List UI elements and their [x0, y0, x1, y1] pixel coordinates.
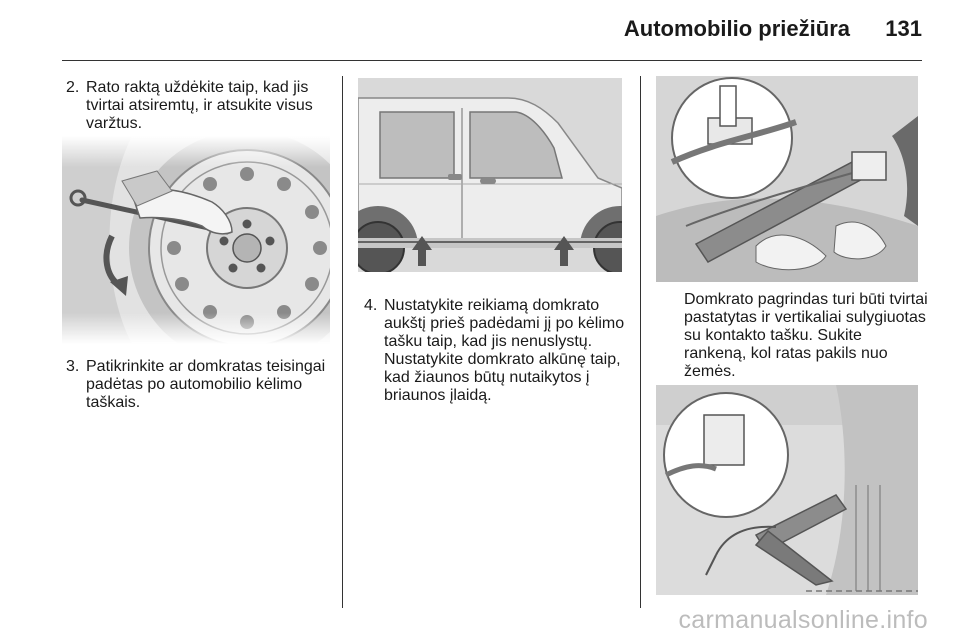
step-3-number: 3.	[66, 358, 80, 375]
step-2-number: 2.	[66, 79, 80, 96]
jack-head-illustration	[656, 76, 918, 282]
wheel-wrench-illustration	[62, 136, 330, 344]
site-watermark: carmanualsonline.info	[678, 606, 928, 634]
page-number: 131	[885, 16, 922, 41]
column-divider-right	[640, 76, 641, 608]
column-divider-left	[342, 76, 343, 608]
step-3	[66, 358, 334, 412]
jack-caption: Domkrato pagrindas turi būti tvirtai pastatytas ir vertikaliai sulygiuotas su kontakto tašku. Sukite rankeną, kol ratas pakils nuo žemės.	[684, 291, 928, 380]
step-4-text: Nustatykite reikiamą domkrato aukštį prieš padėdami jį po kėlimo tašku taip, kad jis nenuslystų. Nustatykite domkrato alkūnę taip, kad žiaunos būtų nutaikytos į briaunos įlaidą.	[384, 297, 625, 404]
step-4	[364, 297, 632, 405]
step-3-text: Patikrinkite ar domkratas teisingai padėtas po automobilio kėlimo taškais.	[86, 358, 326, 411]
header-rule	[62, 60, 922, 61]
step-2	[66, 79, 334, 133]
step-2-text: Rato raktą uždėkite taip, kad jis tvirtai atsiremtų, ir atsukite visus varžtus.	[86, 79, 313, 132]
jack-under-car-illustration	[656, 385, 918, 595]
step-4-number: 4.	[364, 297, 378, 314]
car-lifting-points-illustration	[358, 78, 622, 272]
page-title: Automobilio priežiūra	[623, 16, 850, 41]
